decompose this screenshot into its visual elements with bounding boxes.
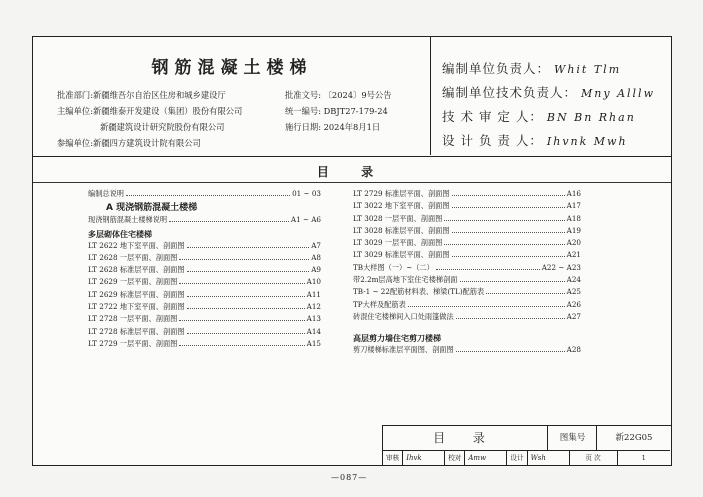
toc-entry-title: LT 3022 地下室平面、剖面图 <box>353 201 450 211</box>
signature: Whit Tlm <box>554 63 622 76</box>
toc-entry-page: A12 <box>306 302 321 312</box>
header-info <box>33 37 431 155</box>
drawing-sheet <box>32 36 672 466</box>
toc-entry <box>88 241 321 253</box>
dot-leader <box>460 281 565 282</box>
dot-leader <box>452 195 565 196</box>
signature: Ihvnk Mwh <box>546 135 628 148</box>
toc-subsection-heading: 多层砌体住宅楼梯 <box>88 229 152 239</box>
dot-leader <box>187 296 305 297</box>
review-label: 审核 <box>383 451 403 466</box>
toc-entry <box>88 277 321 289</box>
toc-entry <box>353 238 581 250</box>
toc-right-column <box>353 189 581 358</box>
toc-entry-title: LT 3028 一层平面、剖面图 <box>353 213 443 223</box>
toc-entry <box>88 339 321 351</box>
toc-entry-page: 01 ~ 03 <box>292 189 321 198</box>
toc-entry-page: A8 <box>311 252 321 262</box>
toc-entry-page: A26 <box>566 299 581 309</box>
toc-subsection-heading: 高层剪力墙住宅剪刀楼梯 <box>353 334 441 344</box>
chief-editor-2: 新疆建筑设计研究院股份有限公司 <box>100 122 225 132</box>
signature: Mny Alllw <box>581 87 655 100</box>
toc-entry-page: A18 <box>566 213 581 223</box>
toc-entry-page: A22 ~ A23 <box>541 262 581 272</box>
design-signature: Wsh <box>528 451 570 466</box>
toc-entry-title: 砖混住宅楼梯间入口处雨篷做法 <box>353 311 454 321</box>
toc-entry <box>353 312 581 324</box>
toc-entry-page: A9 <box>311 265 321 275</box>
page-number: 1 <box>641 453 646 462</box>
dot-leader <box>179 345 304 346</box>
resp-row-design-head: 设 计 负 责 人： Ihvnk Mwh <box>442 133 628 148</box>
toc-left-column <box>88 189 321 351</box>
dot-leader <box>187 247 310 248</box>
toc-entry <box>353 275 581 287</box>
toc-entry-title: 剪刀楼梯标准层平面图、剖面图 <box>353 345 454 355</box>
toc-entry-page: A19 <box>566 225 581 235</box>
toc-entry-page: A17 <box>566 201 581 211</box>
toc-entry-title: LT 2629 标准层平面、剖面图 <box>88 289 185 299</box>
toc-entry-page: A13 <box>306 314 321 324</box>
dot-leader <box>444 220 564 221</box>
toc-entry-page: A24 <box>566 275 581 285</box>
toc-entry-title: 带2.2m层高地下室住宅楼梯剖面 <box>353 275 458 285</box>
toc-entry <box>353 300 581 312</box>
toc-entry-title: TP大样及配筋表 <box>353 299 406 309</box>
header-block <box>33 37 671 157</box>
dot-leader <box>486 293 564 294</box>
effective-date: 施行日期: 2024年8月1日 <box>285 122 381 132</box>
toc-entry-title: LT 2728 一层平面、剖面图 <box>88 314 178 324</box>
dot-leader <box>179 320 304 321</box>
toc-entry <box>353 226 581 238</box>
toc-entry-page: A11 <box>306 289 321 299</box>
toc-entry-title: LT 2722 地下室平面、剖面图 <box>88 302 185 312</box>
page-label: 页 次 <box>570 451 618 466</box>
dot-leader <box>444 244 564 245</box>
dot-leader <box>452 207 565 208</box>
responsible-persons <box>433 37 671 155</box>
toc-section-heading: A 现浇钢筋混凝土楼梯 <box>106 203 198 214</box>
toc-entry <box>88 302 321 314</box>
toc-entry-page: A10 <box>306 277 321 287</box>
toc-entry <box>88 189 321 201</box>
unified-number: 统一编号: DBJT27-179-24 <box>285 106 388 116</box>
toc-entry-title: LT 2729 一层平面、剖面图 <box>88 338 178 348</box>
doc-number: 批准文号: 〔2024〕9号公告 <box>285 90 392 100</box>
toc-entry <box>353 263 581 275</box>
dot-leader <box>456 351 565 352</box>
toc-entry <box>353 287 581 299</box>
toc-entry-page: A27 <box>566 311 581 321</box>
toc-entry-title: LT 3028 标准层平面、剖面图 <box>353 225 450 235</box>
atlas-number: 新22G05 <box>615 433 653 443</box>
toc-entry <box>88 265 321 277</box>
toc-entry <box>88 215 321 227</box>
toc-entry <box>88 314 321 326</box>
dot-leader <box>169 221 289 222</box>
resp-row-tech-head: 编制单位技术负责人： Mny Alllw <box>442 85 655 100</box>
approval-dept: 批准部门:新疆维吾尔自治区住房和城乡建设厅 <box>57 90 226 100</box>
dot-leader <box>187 271 310 272</box>
toc-entry-page: A28 <box>566 345 581 355</box>
toc-title: 目 录 <box>316 165 388 179</box>
dot-leader <box>456 318 565 319</box>
toc-entry-title: LT 2622 地下室平面、剖面图 <box>88 240 185 250</box>
toc-entry-title: TB-1 ~ 22配筋材料表、梯梁(TL)配筋表 <box>353 287 485 297</box>
toc-entry <box>353 201 581 213</box>
toc-entry-title: LT 2628 标准层平面、剖面图 <box>88 265 185 275</box>
toc-entry-title: TB大样图（一）~（二） <box>353 262 434 272</box>
check-label: 校对 <box>445 451 465 466</box>
toc-entry <box>353 345 581 357</box>
toc-entry-title: LT 2728 标准层平面、剖面图 <box>88 326 185 336</box>
toc-entry <box>88 290 321 302</box>
review-signature: Ihvk <box>403 451 445 466</box>
toc-entry-page: A7 <box>311 240 321 250</box>
footer-page-number: —087— <box>331 473 368 482</box>
toc-entry-title: LT 2729 标准层平面、剖面图 <box>353 189 450 198</box>
dot-leader <box>452 232 565 233</box>
toc-entry-title: LT 3029 标准层平面、剖面图 <box>353 250 450 260</box>
toc-entry <box>88 327 321 339</box>
co-editor: 参编单位:新疆四方建筑设计院有限公司 <box>57 138 201 148</box>
dot-leader <box>452 256 565 257</box>
atlas-title: 钢筋混凝土楼梯 <box>151 58 313 78</box>
toc-entry-page: A21 <box>566 250 581 260</box>
title-block <box>382 425 671 465</box>
check-signature: Amw <box>465 451 507 466</box>
design-label: 设计 <box>507 451 527 466</box>
dot-leader <box>436 269 540 270</box>
toc-entry-page: A14 <box>306 326 321 336</box>
toc-entry-title: LT 3029 一层平面、剖面图 <box>353 238 443 248</box>
dot-leader <box>179 283 304 284</box>
toc-entry <box>353 250 581 262</box>
resp-row-unit-head: 编制单位负责人： Whit Tlm <box>442 61 622 76</box>
toc-entry <box>353 214 581 226</box>
dot-leader <box>187 308 305 309</box>
toc-entry-page: A1 ~ A6 <box>290 215 321 225</box>
toc-entry-page: A15 <box>306 338 321 348</box>
signature: BN Bn Rhan <box>546 111 636 124</box>
toc-entry <box>353 189 581 201</box>
atlas-number-label: 图集号 <box>549 426 597 450</box>
divider <box>33 182 671 183</box>
toc-entry <box>88 253 321 265</box>
chief-editor: 主编单位:新疆维泰开发建设（集团）股份有限公司 <box>57 106 243 116</box>
toc-entry-title: 现浇钢筋混凝土楼梯说明 <box>88 215 168 225</box>
toc-entry-page: A25 <box>566 287 581 297</box>
toc-entry-title: 编制总说明 <box>88 189 124 198</box>
titleblock-name: 目 录 <box>383 426 548 450</box>
toc-entry-title: LT 2628 一层平面、剖面图 <box>88 252 178 262</box>
dot-leader <box>126 195 290 196</box>
toc-entry-page: A16 <box>566 189 581 198</box>
dot-leader <box>179 259 309 260</box>
resp-row-reviewer: 技 术 审 定 人： BN Bn Rhan <box>442 109 636 124</box>
toc-entry-page: A20 <box>566 238 581 248</box>
dot-leader <box>187 333 305 334</box>
dot-leader <box>408 306 565 307</box>
titleblock-signoff <box>383 450 670 465</box>
toc-entry-title: LT 2629 一层平面、剖面图 <box>88 277 178 287</box>
spacer <box>353 324 581 332</box>
